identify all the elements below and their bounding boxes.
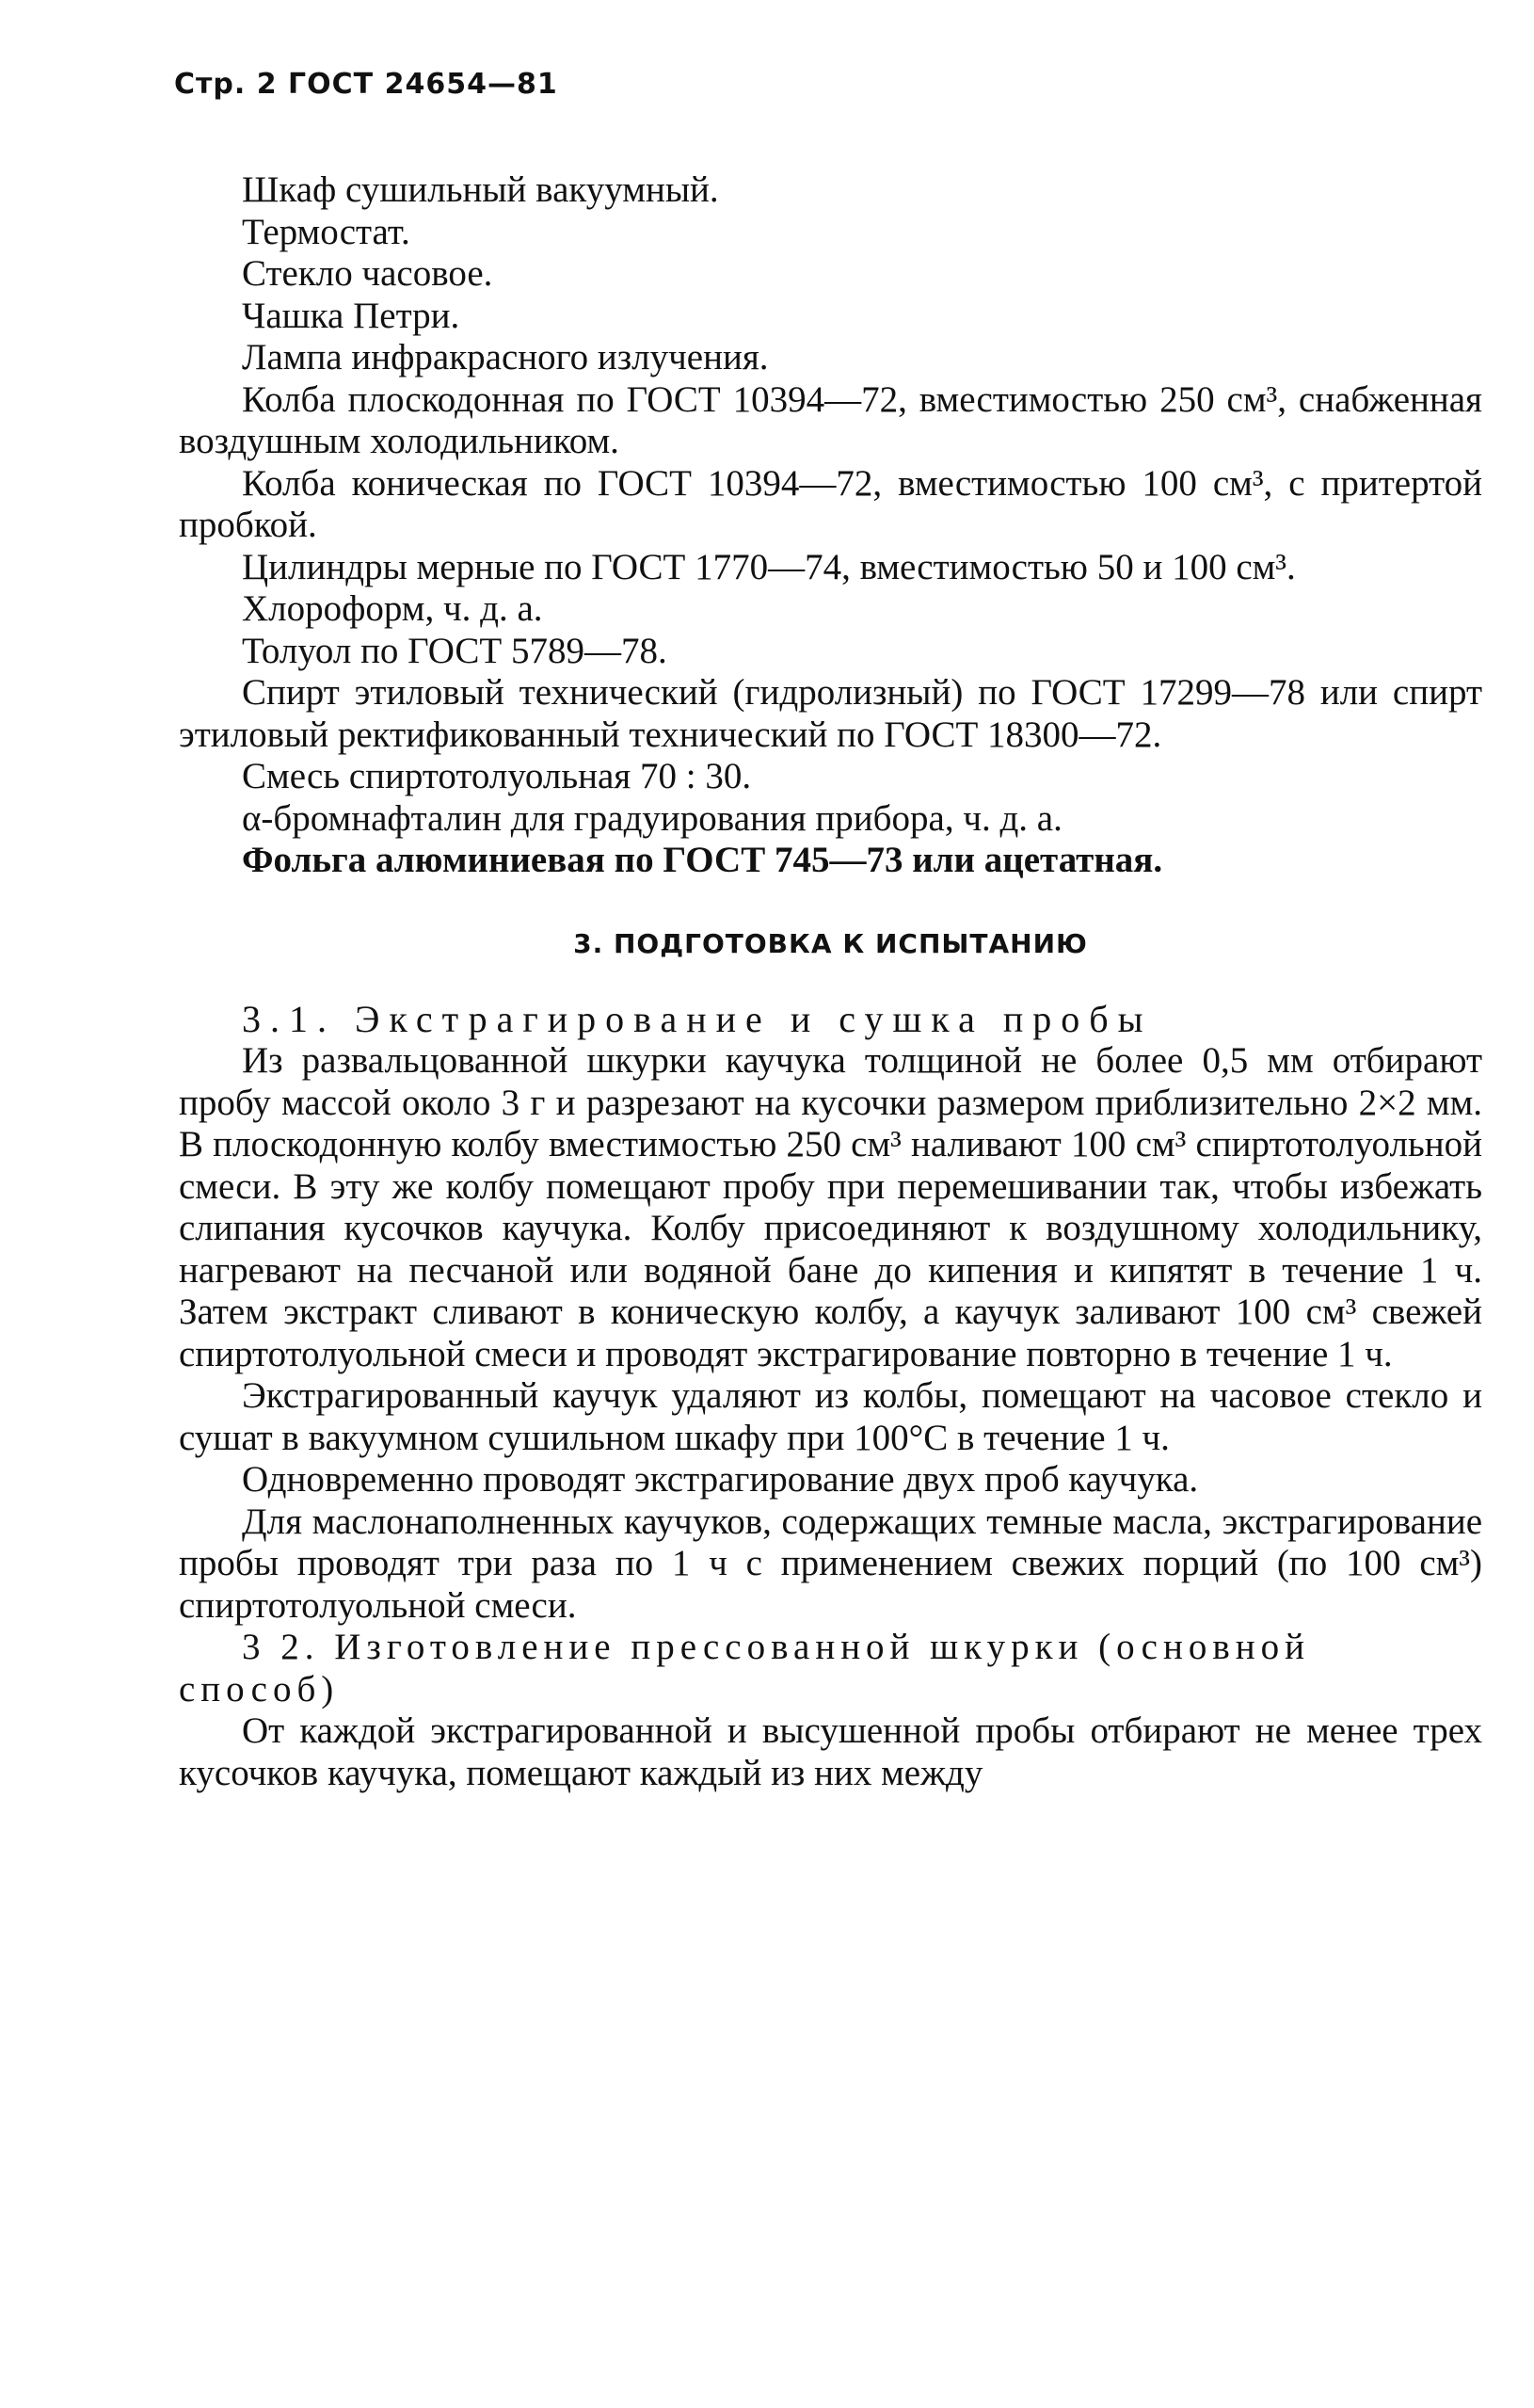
running-header: Стр. 2 ГОСТ 24654—81 (174, 68, 558, 101)
body-paragraph: Экстрагированный каучук удаляют из колбы, помещают на часовое стекло и сушат в вакуумном сушильном шкафу при 100°С в течение 1 ч. (179, 1375, 1482, 1458)
reagent-paragraph: Спирт этиловый технический (гидролизный) по ГОСТ 17299—78 или спирт этиловый ректификованный технический по ГОСТ 18300—72. (179, 672, 1482, 755)
body-paragraph: От каждой экстрагированной и высушенной пробы отбирают не менее трех кусочков каучука, помещают каждый из них между (179, 1710, 1482, 1793)
body-paragraph: Одновременно проводят экстрагирование двух проб каучука. (242, 1459, 1199, 1500)
subsection-title: 3 2. Изготовление прессованной шкурки (основной способ) (179, 1627, 1310, 1710)
equipment-item: Шкаф сушильный вакуумный. (242, 169, 719, 210)
subsection-title: 3.1. Экстрагирование и сушка пробы (242, 997, 1153, 1040)
equipment-item: Чашка Петри. (242, 295, 460, 336)
reagent-item: α-бромнафталин для градуирования прибора, ч. д. а. (242, 797, 1063, 839)
section-heading: 3. ПОДГОТОВКА К ИСПЫТАНИЮ (573, 927, 1088, 959)
equipment-item: Стекло часовое. (242, 253, 493, 294)
reagent-item: Толуол по ГОСТ 5789—78. (242, 630, 667, 671)
equipment-paragraph: Колба коническая по ГОСТ 10394—72, вместимостью 100 см³, с притертой пробкой. (179, 462, 1482, 545)
equipment-paragraph: Колба плоскодонная по ГОСТ 10394—72, вместимостью 250 см³, снабженная воздушным холодильником. (179, 378, 1482, 461)
body-paragraph: Для маслонаполненных каучуков, содержащих темные масла, экстрагирование пробы проводят три раза по 1 ч с применением свежих порций (по 100 см³) спиртотолуольной смеси. (179, 1501, 1482, 1626)
body-paragraph: Из развальцованной шкурки каучука толщиной не более 0,5 мм отбирают пробу массой около 3 г и разрезают на кусочки размером приблизительно 2×2 мм. В плоскодонную колбу вместимостью 250 см³ наливают 100 см³ спиртотолуольной смеси. В эту же колбу помещают пробу при перемешивании так, чтобы избежать слипания кусочков каучука. Колбу присоединяют к воздушному холодильнику, нагревают на песчаной или водяной бане до кипения и кипятят в течение 1 ч. Затем экстракт сливают в коническую колбу, а каучук заливают 100 см³ свежей спиртотолуольной смеси и проводят экстрагирование повторно в течение 1 ч. (179, 1040, 1482, 1374)
equipment-paragraph: Цилиндры мерные по ГОСТ 1770—74, вместимостью 50 и 100 см³. (242, 546, 1296, 587)
reagent-item: Смесь спиртотолуольная 70 : 30. (242, 756, 752, 796)
equipment-item: Термостат. (242, 211, 410, 252)
page-content (179, 169, 1482, 1794)
reagent-item: Хлороформ, ч. д. а. (242, 588, 543, 629)
reagent-item-last: Фольга алюминиевая по ГОСТ 745—73 или ацетатная. (242, 840, 1163, 880)
equipment-item: Лампа инфракрасного излучения. (242, 337, 769, 377)
